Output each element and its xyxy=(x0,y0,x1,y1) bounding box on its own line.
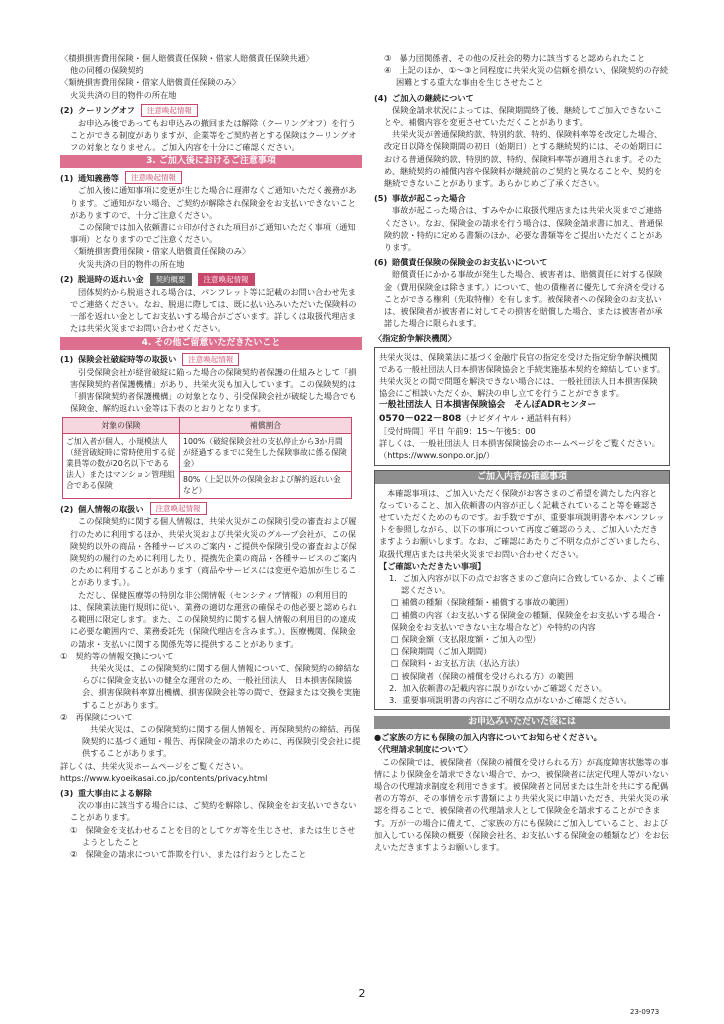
section-band: 4. その他ご留意いただきたいこと xyxy=(60,337,362,350)
bankruptcy-heading: (1) 保険会社破綻時等の取扱い 注意喚起情報 xyxy=(60,353,362,366)
notice-sub: 火災共済の目的物件の所在地 xyxy=(78,258,185,269)
privacy-heading: (2) 個人情報の取扱い 注意喚起情報 xyxy=(60,502,362,515)
confirm-check: □ 保険金額（支払限度額・ご加入の型） xyxy=(391,633,541,644)
coverage-table xyxy=(62,417,352,499)
cooling-off-heading: (2) クーリングオフ 注意喚起情報 xyxy=(60,104,362,117)
cancel-title: 重大事由による解除 xyxy=(78,787,152,798)
cancel-item: ③ 暴力団関係者、その他の反社会的勢力に該当すると認められたこと xyxy=(384,53,646,63)
privacy-body: ただし、保健医療等の特別な非公開情報（センシティブ情報）の利用目的は、保険業法施行規則に従い、業務の適切な運営の確保その他必要と認められる範囲に限定します。また、この保険契約に関する個人情報の利用目的の達成に必要な範囲内で、業務委託先（保険代理店を含みます。）、医療機関、保険金の請求・支払いに関する関係先等に提供することがあります。 xyxy=(70,589,357,649)
withdrawal-body: 団体契約から脱退される場合は、パンフレット等に記載のお問い合わせ先までご連絡ください。なお、脱退に際しては、既に払い込みいただいた保険料の一部を返れい金としてお支払いする場合がございます。詳しくは取扱代理店または共栄火災までお問い合わせください。 xyxy=(70,286,357,334)
table-header: 補償割合 xyxy=(180,418,352,434)
confirm-band: ご加入内容の確認事項 xyxy=(375,471,669,484)
right-column xyxy=(374,52,670,853)
caution-tag: 注意喚起情報 xyxy=(198,273,255,286)
bankruptcy-body: 引受保険会社が経営破綻に陥った場合の保険契約者保護の仕組みとして「損害保険契約者保護機構」があり、共栄火災も加入しています。この保険契約は「損害保険契約者保護機構」の対象となり、引受保険会社が破綻した場合でも保険金、解約返れい金等は下表のとおりとなります。 xyxy=(70,366,357,414)
privacy-subtitle: ① 契約等の情報交換について xyxy=(60,650,174,661)
liability-body: 賠償責任にかかる事故が発生した場合、被害者は、賠償責任に対する保険金（費用保険金は除きます。）について、他の債権者に優先して弁済を受けることができる権利（先取特権）を有します。被保険者への保険金のお支払いは、被保険者が被害者に対してその損害を賠償した場合、または被害者が承諾した場合に限られます。 xyxy=(384,269,666,329)
table-header: 対象の保険 xyxy=(63,418,180,434)
confirm-check: □ 補償の種類（保険種類・補償する事故の範囲） xyxy=(391,597,574,608)
table-cell: 100%（破綻保険会社の支払停止から3か月間が経過するまでに発生した保険事故に係る保険金） xyxy=(180,434,352,472)
summary-tag: 契約概要 xyxy=(150,273,192,286)
intro-line: 〈積損損害費用保険・個人賠償責任保険・借家人賠償責任保険共通〉 xyxy=(60,53,314,63)
after-notice: ●ご家族の方にも保険の加入内容についてお知らせください。 xyxy=(374,732,602,743)
intro-line: 他の同種の保険契約 xyxy=(70,65,144,76)
after-body: この保険では、被保険者（保険の補償を受けられる方）が高度障害状態等の事情により保険金を請求できない場合で、かつ、被保険者に法定代理人等がいない場合の代理請求制度を利用できます。被保険者と同居または生計を共にする配偶者の方等が、その事情を示す書類により共栄火災に申請いただき、共栄火災の承認を得ることで、被保険者の代理請求人として保険金を請求することができます。万が一の場合に備えて、ご家族の方にも保険にご加入していること、および加入している保険の概要（保険会社名、お支払いする保険金の種類など）をお伝えいただきますようお願いします。 xyxy=(374,756,669,852)
adr-label: 〈指定紛争解決機関〉 xyxy=(374,333,456,344)
after-band: お申込みいただいた後には xyxy=(374,716,670,729)
after-label: 〈代理請求制度について〉 xyxy=(374,744,473,755)
renewal-body: 保険金請求状況によっては、保険期間終了後、継続してご加入できないことや、補償内容を変更させていただくことがあります。 xyxy=(384,104,663,128)
privacy-subbody: 共栄火災は、この保険契約に関する個人情報を、再保険契約の締結、再保険契約に基づく通知・報告、再保険金の請求のために、再保険引受会社に提供することがあります。 xyxy=(82,723,361,759)
renewal-heading: (4) ご加入の継続について xyxy=(374,92,474,103)
cooling-off-title: クーリングオフ xyxy=(78,105,135,116)
cancel-heading: (3) 重大事由による解除 xyxy=(60,787,152,798)
confirm-check: □ 被保険者（保険の補償を受けられる方）の範囲 xyxy=(391,670,574,681)
liability-heading: (6) 賠償責任保険の保険金のお支払いについて xyxy=(374,257,548,268)
renewal-title: ご加入の継続について xyxy=(392,92,474,103)
notice-sub: 〈類焼損害費用保険・借家人賠償責任保険のみ〉 xyxy=(70,246,251,257)
adr-org: 一般社団法人 日本損害保険協会 そんぽADRセンター xyxy=(379,400,597,411)
accident-body: 事故が起こった場合は、すみやかに取扱代理店または共栄火災までご連絡ください。なお、保険金の請求を行う場合は、保険金請求書に加え、普通保険約款・特約に定める書類のほか、必要な書類等をご提出いただくことがあります。 xyxy=(384,205,663,253)
intro-line: 〈類焼損害費用保険・借家人賠償責任保険のみ〉 xyxy=(60,77,241,88)
intro-line: 火災共済の目的物件の所在地 xyxy=(70,89,177,100)
caution-tag: 注意喚起情報 xyxy=(141,104,198,117)
confirm-check: □ 保険期間（ご加入期間） xyxy=(391,646,492,657)
bankruptcy-title: 保険会社破綻時等の取扱い xyxy=(78,354,177,365)
adr-box xyxy=(374,347,670,466)
accident-title: 事故が起こった場合 xyxy=(392,193,466,204)
confirm-body: 本確認事項は、ご加入いただく保険がお客さまのご希望を満たした内容となっていること、加入依頼書の内容が正しく記載されていること等を確認させていただくためのものです。お手数ですが、重要事項説明書や本パンフレットを参照しながら、以下の事項について再度ご確認のうえ、ご加入いただきますようお願いします。なお、ご確認にあたりご不明な点がございましたら、取扱代理店または共栄火災までお問い合わせください。 xyxy=(379,487,665,559)
confirm-item: 1．ご加入内容が以下の点でお客さまのご意向に合致しているか、よくご確認ください。 xyxy=(389,572,665,596)
privacy-subtitle: ② 再保険について xyxy=(60,711,133,722)
notice-body: ご加入後に通知事項に変更が生じた場合に遅滞なくご通知いただく義務があります。ご通知がない場合、ご契約が解除され保険金をお支払いできないことがありますので、十分ご注意ください。 xyxy=(70,185,357,220)
adr-phone: 0570－022－808 xyxy=(379,412,462,424)
caution-tag: 注意喚起情報 xyxy=(182,353,239,366)
cancel-item: ① 保険金を支払わせることを目的としてケガ等を生じさせ、または生じさせようとしたこと xyxy=(70,824,356,847)
table-cell: ご加入者が個人、小規模法人（経営破綻時に常時使用する従業員等の数が20名以下である法人）またはマンション管理組合である保険 xyxy=(63,434,180,499)
doc-code: 23-0973 xyxy=(630,1008,660,1016)
adr-more: 詳しくは、一般社団法人 日本損害保険協会のホームページをご覧ください。（https://www.sonpo.or.jp/） xyxy=(379,438,660,461)
liability-title: 賠償責任保険の保険金のお支払いについて xyxy=(392,257,548,268)
left-column xyxy=(60,52,362,860)
confirm-box xyxy=(374,470,670,711)
privacy-more: 詳しくは、共栄火災ホームページをご覧ください。 xyxy=(60,760,249,771)
privacy-body: この保険契約に関する個人情報は、共栄火災がこの保険引受の審査および履行のために利用するほか、共栄火災および共栄火災のグループ会社が、この保険契約以外の商品・各種サービスのご案内・ご提供や保険引受の審査および保険契約の履行のために利用したり、提携先企業の商品・各種サービスのご案内のために利用することがあります（商品やサービスには変更や追加が生じることがあります。）。 xyxy=(70,516,357,588)
renewal-body: 共栄火災が普通保険約款、特別約款、特約、保険料率等を改定した場合、改定日以降を保険期間の初日（始期日）とする継続契約には、その始期日における普通保険約款、特別約款、特約、保険料率等が適用されます。そのため、継続契約の補償内容や保険料が継続前のご契約と異なることや、契約を継続できないことがあります。あらかじめご了承ください。 xyxy=(384,129,663,189)
cancel-item: ② 保険金の請求について詐欺を行い、または行おうとしたこと xyxy=(70,848,307,859)
adr-body: 共栄火災は、保険業法に基づく金融庁長官の指定を受けた指定紛争解決機関である一般社団法人日本損害保険協会と手続実施基本契約を締結しています。共栄火災との間で問題を解決できない場合には、一般社団法人日本損害保険協会にご相談いただくか、解決の申し立てを行うことができます。 xyxy=(379,351,665,399)
notice-title: 通知義務等 xyxy=(78,172,119,183)
section-band: 3. ご加入後におけるご注意事項 xyxy=(60,155,362,168)
confirm-item: 2．加入依頼書の記載内容に誤りがないかご確認ください。 xyxy=(389,682,608,693)
privacy-subbody: 共栄火災は、この保険契約に関する個人情報について、保険契約の締結ならびに保険金支払いの健全な運営のため、一般社団法人 日本損害保険協会、損害保険料率算出機構、損害保険会社等の間で、登録または交換を実施することがあります。 xyxy=(82,662,361,710)
accident-heading: (5) 事故が起こった場合 xyxy=(374,193,466,204)
cancel-item: ④ 上記のほか、①〜③と同程度に共栄火災の信頼を損ない、保険契約の存続困難とする重大な事由を生じさせたこと xyxy=(384,65,669,88)
confirm-item: 3．重要事項説明書の内容にご不明な点がないかご確認ください。 xyxy=(389,694,632,705)
caution-tag: 注意喚起情報 xyxy=(150,502,207,515)
notice-body: この保険では加入依頼書に☆印が付された項目がご通知いただく事項（通知事項）となりますのでご注意ください。 xyxy=(70,222,356,245)
adr-hours: ［受付時間］平日 午前9：15〜午後5：00 xyxy=(379,425,536,436)
cooling-off-body: お申込み後であってもお申込みの撤回または解除（クーリングオフ）を行うことができる制度がありますが、企業等をご契約者とする保険はクーリングオフの対象となりません。ご加入内容を十分にご確認ください。 xyxy=(70,117,357,153)
caution-tag: 注意喚起情報 xyxy=(125,171,182,184)
table-cell: 80%（上記以外の保険金および解約返れい金など） xyxy=(180,472,352,499)
privacy-title: 個人情報の取扱い xyxy=(78,503,144,514)
confirm-check: □ 補償の内容（お支払いする保険金の種類、保険金をお支払いする場合・保険金をお支払いできない主な場合など）や特約の内容 xyxy=(391,609,664,632)
notice-heading: (1) 通知義務等 注意喚起情報 xyxy=(60,171,362,184)
cancel-body: 次の事由に該当する場合には、ご契約を解除し、保険金をお支払いできないことがあります。 xyxy=(70,800,357,823)
privacy-url[interactable]: https://www.kyoeikasai.co.jp/contents/privacy.html xyxy=(60,772,268,783)
confirm-check: □ 保険料・お支払方法（払込方法） xyxy=(391,658,525,669)
confirm-heading: 【ご確認いただきたい事項】 xyxy=(379,560,486,571)
page-number: 2 xyxy=(358,987,366,1000)
withdrawal-heading: (2) 脱退時の返れい金 契約概要 注意喚起情報 xyxy=(60,273,362,286)
withdrawal-title: 脱退時の返れい金 xyxy=(78,274,144,285)
adr-phone-note: （ナビダイヤル・通話料有料） xyxy=(461,412,576,423)
